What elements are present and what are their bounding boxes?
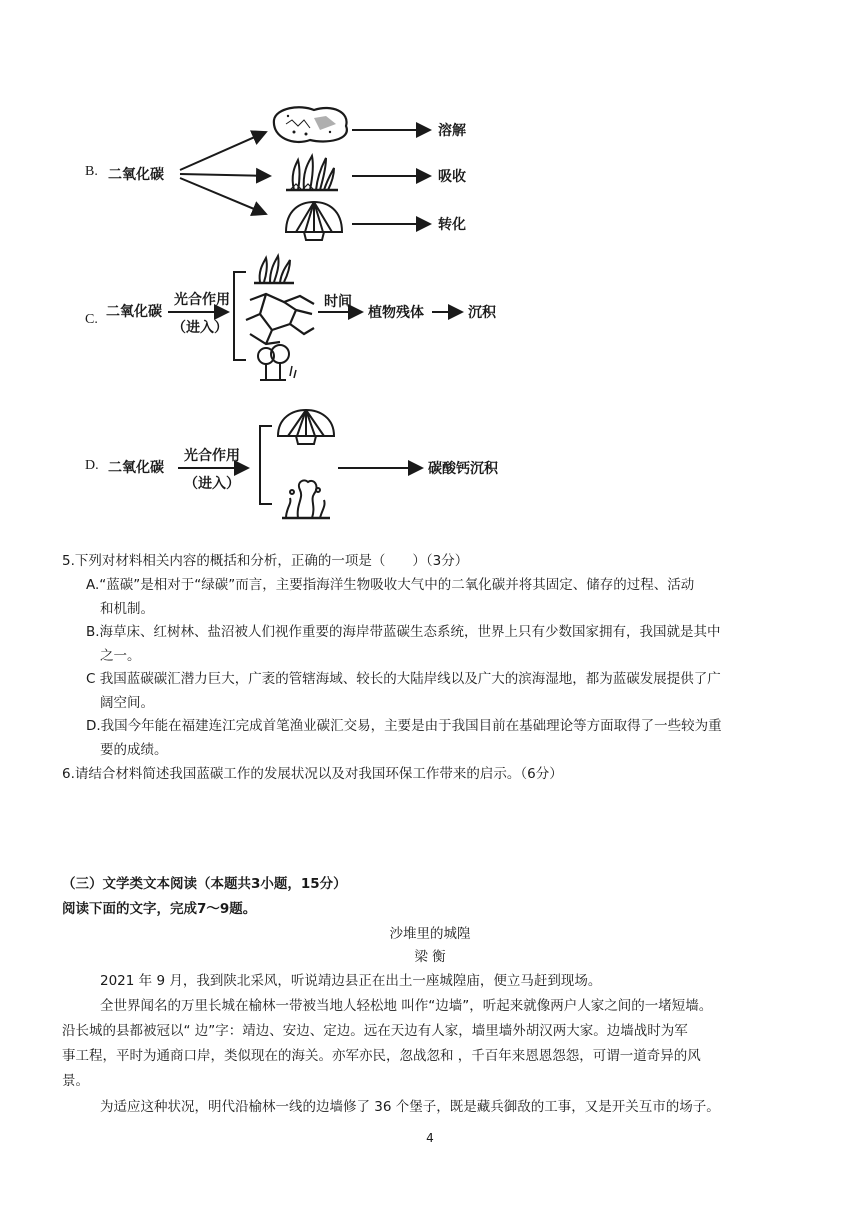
diagram-d xyxy=(100,408,500,526)
article-paragraph-2-line4: 景。 xyxy=(62,1073,89,1089)
q5-stem: 5.下列对材料相关内容的概括和分析，正确的一项是（ ）（3分） xyxy=(62,553,469,569)
diagram-d-arrow-bottom: （进入） xyxy=(184,476,240,492)
q5-option-c-line2: 阔空间。 xyxy=(100,695,154,711)
article-author: 梁 衡 xyxy=(414,949,446,965)
q5-option-d-line2: 要的成绩。 xyxy=(100,742,168,758)
article-paragraph-2-line3: 事工程，平时为通商口岸，类似现在的海关。亦军亦民，忽战忽和 ，千百年来恩恩怨怨，可谓一道奇异的风 xyxy=(62,1048,701,1064)
rock-icon xyxy=(274,107,347,142)
q5-option-b-line1: B.海草床、红树林、盐沼被人们视作重要的海岸带蓝碳生态系统，世界上只有少数国家拥有，我国就是其中 xyxy=(86,624,721,640)
diagram-b xyxy=(100,98,500,248)
article-paragraph-3: 为适应这种状况，明代沿榆林一线的边墙修了 36 个堡子，既是藏兵御敌的工事，又是开关互市的场子。 xyxy=(100,1099,720,1115)
page-number: 4 xyxy=(426,1131,434,1145)
seagrass-icon xyxy=(286,156,338,190)
outcome-absorb: 吸收 xyxy=(438,169,466,185)
outcome-dissolve: 溶解 xyxy=(438,123,466,139)
article-paragraph-2-line2: 沿长城的县都被冠以“ 边”字：靖边、安边、定边。远在天边有人家，墙里墙外胡汉两大家。边墙战时为军 xyxy=(62,1023,688,1039)
option-c-letter: C. xyxy=(85,312,98,327)
option-b-letter: B. xyxy=(85,164,98,179)
diagram-d-source: 二氧化碳 xyxy=(108,460,164,476)
q5-option-c-line1: C 我国蓝碳碳汇潜力巨大，广袤的管辖海域、较长的大陆岸线以及广大的滨海湿地，都为蓝碳发展提供了广 xyxy=(86,671,721,687)
diagram-c-result: 沉积 xyxy=(468,305,496,321)
shell-icon-b xyxy=(286,202,342,240)
article-title: 沙堆里的城隍 xyxy=(389,926,471,942)
arrow-b-mid xyxy=(180,174,270,176)
arrow-b-up xyxy=(180,132,266,170)
arrow-b-down xyxy=(180,178,266,214)
section-heading: （三）文学类文本阅读（本题共3小题，15分） xyxy=(62,876,347,892)
article-paragraph-2-line1: 全世界闻名的万里长城在榆林一带被当地人轻松地 叫作“边墙”，听起来就像两户人家之间的一堵短墙。 xyxy=(100,998,713,1014)
q5-option-a-line1: A.“蓝碳”是相对于“绿碳”而言，主要指海洋生物吸收大气中的二氧化碳并将其固定、储存的过程、活动 xyxy=(86,577,695,593)
q6-stem: 6.请结合材料简述我国蓝碳工作的发展状况以及对我国环保工作带来的启示。（6分） xyxy=(62,766,563,782)
section-instruction: 阅读下面的文字，完成7～9题。 xyxy=(62,901,257,917)
diagram-d-arrow-top: 光合作用 xyxy=(184,448,240,464)
shell-icon-d xyxy=(278,410,334,444)
mangrove-icon xyxy=(246,294,314,344)
diagram-b-source: 二氧化碳 xyxy=(108,167,164,183)
tree-icon xyxy=(258,345,296,380)
article-paragraph-1: 2021 年 9 月，我到陕北采风，听说靖边县正在出土一座城隍庙，便立马赶到现场。 xyxy=(100,973,602,989)
q5-option-d-line1: D.我国今年能在福建连江完成首笔渔业碳汇交易，主要是由于我国目前在基础理论等方面取得了一些较为重 xyxy=(86,718,722,734)
diagram-d-result: 碳酸钙沉积 xyxy=(428,461,498,477)
diagram-c-source: 二氧化碳 xyxy=(106,304,162,320)
seagrass-icon-c xyxy=(254,256,294,283)
q5-option-a-line2: 和机制。 xyxy=(100,601,154,617)
diagram-c-time: 时间 xyxy=(324,294,352,310)
diagram-c xyxy=(100,248,520,394)
outcome-convert: 转化 xyxy=(438,217,466,233)
diagram-c-residue: 植物残体 xyxy=(368,305,424,321)
diagram-c-arrow-bottom: （进入） xyxy=(172,320,228,336)
q5-option-b-line2: 之一。 xyxy=(100,648,141,664)
diagram-c-arrow-top: 光合作用 xyxy=(174,292,230,308)
option-d-letter: D. xyxy=(85,458,99,473)
coral-icon xyxy=(282,480,330,518)
